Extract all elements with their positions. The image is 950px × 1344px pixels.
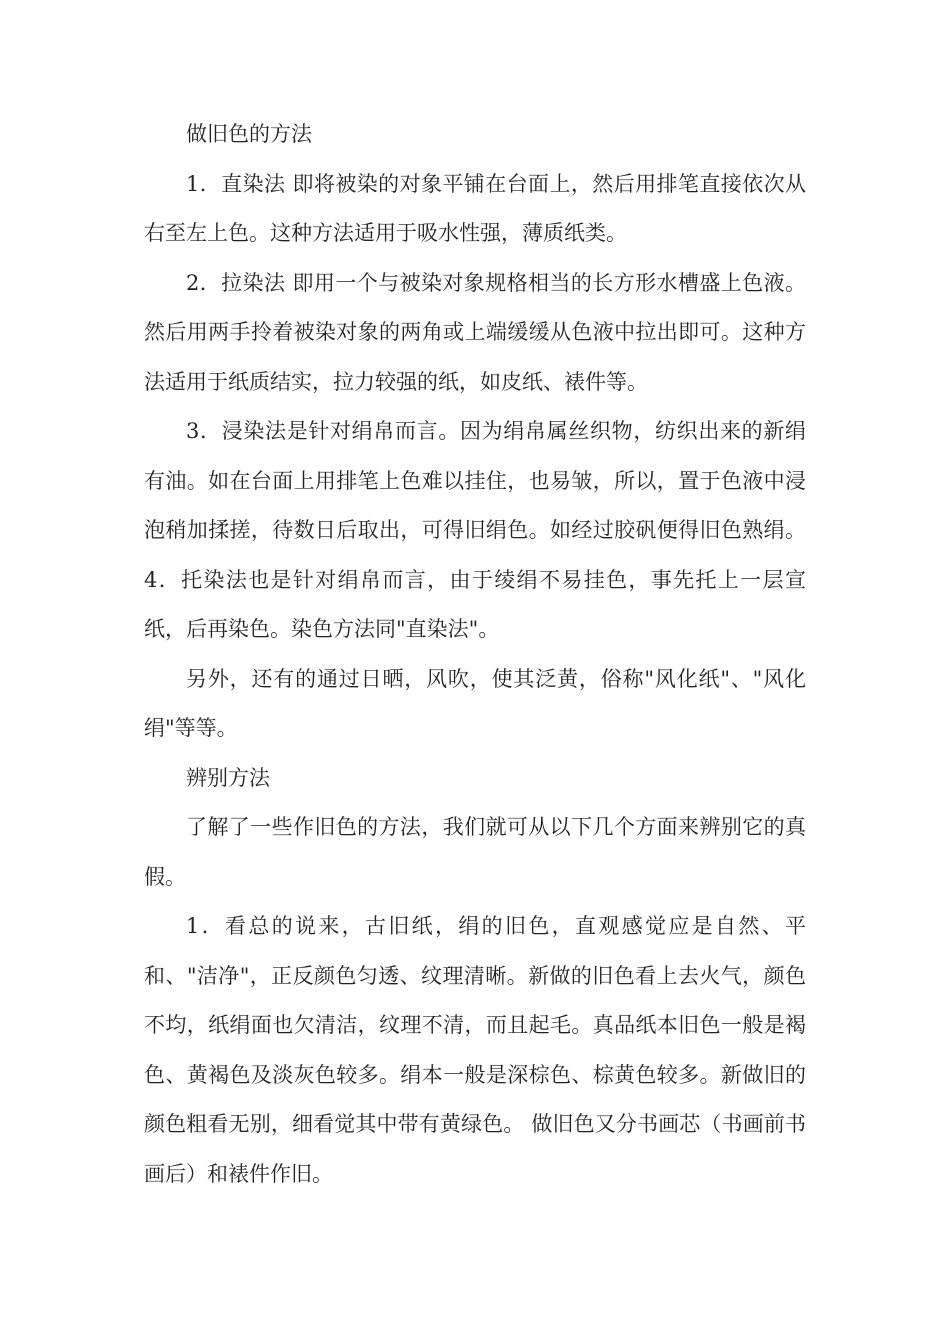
paragraph-soak-and-backing-dye: 3．浸染法是针对绢帛而言。因为绢帛属丝织物，纺织出来的新绢有油。如在台面上用排笔上色难以挂住，也易皱，所以，置于色液中浸泡稍加揉搓，待数日后取出，可得旧绢色。如经过胶矾便得旧色熟绢。 4．托染法也是针对绢帛而言，由于绫绢不易挂色，事先托上一层宣纸，后再染色。染色方法同"直染法"。	[144, 419, 806, 641]
section-heading-aging-methods: 做旧色的方法	[186, 122, 312, 146]
document-body	[144, 110, 806, 1199]
section-heading-identification: 辨别方法	[186, 765, 270, 790]
paragraph-pull-dye: 2．拉染法 即用一个与被染对象规格相当的长方形水槽盛上色液。然后用两手拎着被染对象的两角或上端缓缓从色液中拉出即可。这种方法适用于纸质结实，拉力较强的纸，如皮纸、裱件等。	[144, 270, 806, 394]
paragraph-direct-dye: 1．直染法 即将被染的对象平铺在台面上，然后用排笔直接依次从右至左上色。这种方法适用于吸水性强，薄质纸类。	[144, 171, 806, 245]
paragraph-weathering: 另外，还有的通过日晒，风吹，使其泛黄，俗称"风化纸"、"风化绢"等等。	[144, 666, 806, 740]
paragraph-identification-intro: 了解了一些作旧色的方法，我们就可从以下几个方面来辨别它的真假。	[144, 815, 806, 889]
paragraph-identification-look: 1．看总的说来，古旧纸，绢的旧色，直观感觉应是自然、平和、"洁净"，正反颜色匀透、纹理清晰。新做的旧色看上去火气，颜色不均，纸绢面也欠清洁，纹理不清，而且起毛。真品纸本旧色一般是褐色、黄褐色及淡灰色较多。绢本一般是深棕色、棕黄色较多。新做旧的颜色粗看无别，细看觉其中带有黄绿色。 做旧色又分书画芯（书画前书画后）和裱件作旧。	[144, 914, 806, 1186]
